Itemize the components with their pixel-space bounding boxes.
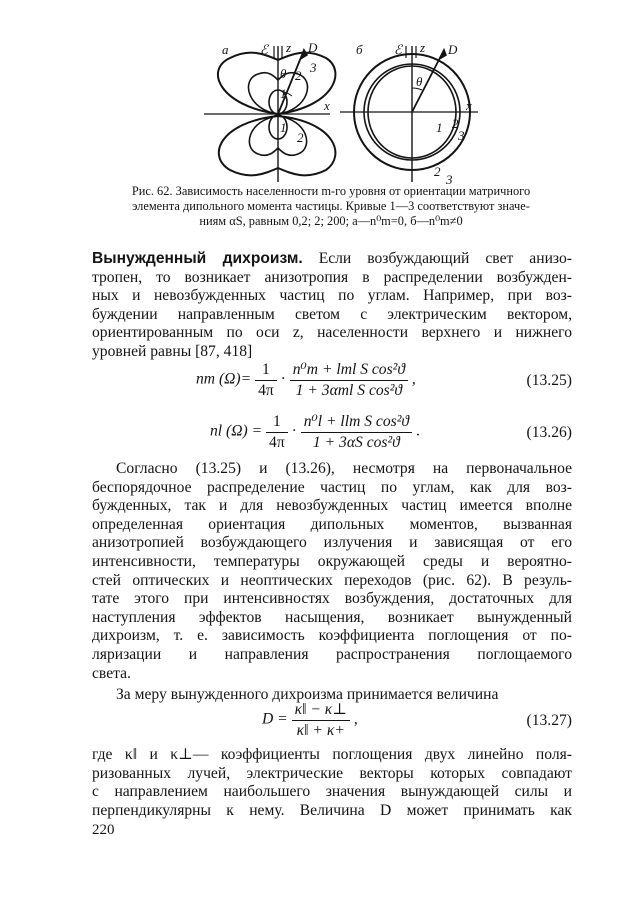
z-axis-label-b: z — [420, 40, 426, 55]
eq1-coef: $\frac{1}{4\pi}$ — [255, 361, 277, 400]
figure-caption — [92, 184, 570, 229]
x-axis-label-b: x — [466, 98, 472, 113]
equation-number-13-25: (13.25) — [526, 372, 572, 389]
para2-line-7: стей оптических и неоптических переходов (рис. 62). В резуль- — [92, 571, 572, 589]
panel-a-label: а — [222, 42, 229, 57]
para2-line-6: интенсивности, температуры окружающей среды и вероятно- — [92, 552, 572, 570]
caption-line-1: Рис. 62. Зависимость населенности m-го уровня от ориентации матричного — [131, 184, 531, 198]
paragraph-forced-dichroism — [92, 250, 572, 362]
paragraph-according — [92, 460, 572, 683]
curve-1-label-a: 1 — [280, 86, 287, 101]
para2-line-3: бужденных, так и для невозбужденных частиц имеется вполне — [92, 497, 572, 515]
para2-line-8: тате этого при интенсивностях возбуждения, достаточных для — [92, 590, 572, 608]
x-axis-label-a: x — [324, 98, 330, 113]
curve-3-label-b-lower: 3 — [446, 172, 453, 187]
curve-2-label-a-lower: 2 — [297, 130, 304, 145]
equation-13-25: nm (Ω)= $\frac{1}{4\pi}$ · $\frac{\text{n⁰m + lml S cos²ϑ}}{\text{1 + 3αml S cos²ϑ}}$ , — [196, 360, 416, 399]
eq2-main-fraction: $\frac{\text{n⁰l + llm S cos²ϑ}}{\text{1 + 3αS cos²ϑ}}$ — [301, 412, 412, 452]
para1-line-4: буждении направленным светом с электрическим вектором, — [92, 305, 572, 323]
para1-line-5: ориентированным по оси z, населенности верхнего и нижнего — [92, 324, 572, 342]
para2-line-9: наступления эффектов насыщения, возникает вынужденный — [92, 608, 572, 626]
eq1-main-fraction: $\frac{\text{n⁰m + lml S cos²ϑ}}{\text{1 + 3αml S cos²ϑ}}$ — [290, 360, 408, 400]
eq1-lhs: nm (Ω)= — [196, 370, 252, 388]
paragraph-where — [92, 746, 572, 820]
theta-label-b: θ — [416, 74, 423, 89]
para2-line-5: анизотропией возбуждающего излучения и зависящая от его — [92, 534, 572, 552]
vector-e-label-b: ℰ — [394, 42, 402, 57]
equation-13-26: nl (Ω) = $\frac{1}{4\pi}$ · $\frac{\text{n⁰l + llm S cos²ϑ}}{\text{1 + 3αS cos²ϑ}}$ . — [210, 412, 420, 451]
figure-62 — [200, 36, 480, 188]
para4-line-2: ризованных лучей, электрические векторы которых совпадают — [92, 764, 572, 782]
section-title: Вынужденный дихроизм. — [92, 250, 303, 267]
eq3-fraction: $\frac{\kappa‖ - \kappa\perp}{\kappa‖ + \kappa+}$ — [292, 700, 350, 740]
caption-line-2: элемента дипольного момента частицы. Кривые 1—3 соответствуют значе- — [132, 199, 530, 213]
para2-line-4: определенная ориентация дипольных моментов, вызванная — [92, 515, 572, 533]
para1-line-1: Вынужденный дихроизм. Если возбуждающий свет анизо- — [92, 250, 572, 267]
curve-3-label-b: 3 — [458, 128, 465, 143]
curve-2-label-b-lower: 2 — [434, 164, 441, 179]
equation-number-13-27: (13.27) — [526, 712, 572, 729]
vector-e-label-a: ℰ — [260, 42, 268, 57]
theta-label-a: θ — [280, 66, 287, 81]
eq3-lhs: D = — [262, 710, 288, 728]
para1-line-6: уровней равны [87, 418] — [92, 342, 253, 360]
curve-3-label-a: 3 — [310, 60, 317, 75]
eq2-coef: $\frac{1}{4\pi}$ — [266, 413, 288, 452]
curve-1-label-b: 1 — [436, 120, 443, 135]
para4-line-1: где κ‖ и κ⊥— коэффициенты поглощения двух линейно поля- — [92, 746, 572, 763]
para2-line-11: ляризации и направления распространения поглощаемого — [92, 645, 572, 663]
curve-2-label-b: 2 — [452, 116, 459, 131]
para2-line-10: дихроизм, т. е. зависимость коэффициента поглощения от по- — [92, 627, 572, 645]
para4-line-4: перпендикулярны к нему. Величина D может принимать как — [92, 801, 572, 819]
curve-2-label-a: 2 — [295, 68, 302, 83]
eq2-lhs: nl (Ω) = — [210, 422, 263, 440]
curve-1-label-a-lower: 1 — [280, 120, 287, 135]
z-axis-label-a: z — [286, 40, 292, 55]
para3-line-1: За меру вынужденного дихроизма принимается величина — [116, 686, 499, 703]
equation-number-13-26: (13.26) — [526, 424, 572, 441]
para2-line-12: света. — [92, 664, 131, 682]
para1-line-3: ных и невозбужденных частиц по углам. Например, при воз- — [92, 287, 572, 305]
dipole-orientation-diagram — [200, 36, 480, 188]
para2-line-2: беспорядочное распределение частиц по углам, как для воз- — [92, 478, 572, 496]
para4-line-3: с направлением наибольшего значения вынуждающей силы и — [92, 783, 572, 801]
para1-line-2: тропен, то возникает анизотропия в распределении возбужден- — [92, 268, 572, 286]
page-number: 220 — [92, 822, 115, 838]
equation-13-27: D = $\frac{\kappa‖ - \kappa\perp}{\kappa‖ + \kappa+}$ , — [262, 701, 358, 739]
vector-d-label-a: D — [308, 40, 318, 55]
panel-b-curves — [340, 46, 478, 182]
caption-line-3: ниям αS, равным 0,2; 2; 200; а—n⁰m=0, б—n⁰m≠0 — [199, 214, 463, 228]
panel-b-label: б — [356, 42, 363, 57]
para2-line-1: Согласно (13.25) и (13.26), несмотря на первоначальное — [116, 460, 572, 477]
vector-d-label-b: D — [448, 42, 458, 57]
